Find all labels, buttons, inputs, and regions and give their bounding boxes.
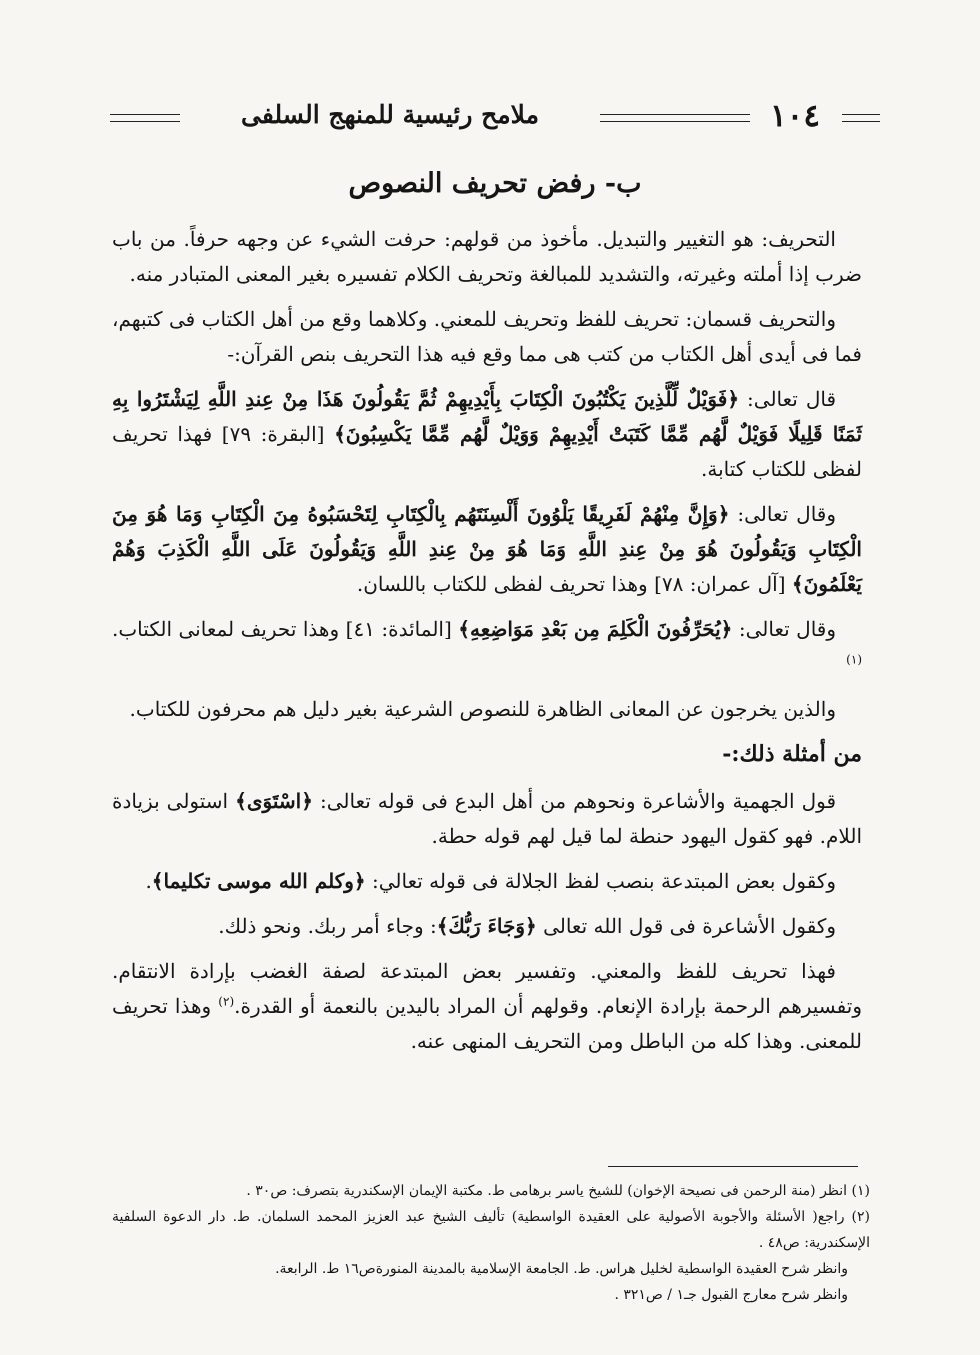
footnote-marker: (٢) — [218, 994, 235, 1009]
footnote-marker: (١) — [846, 652, 862, 667]
verse-reference: [المائدة: ٤١] — [345, 617, 452, 641]
verse-comment: وهذا تحريف لفظى للكتاب باللسان. — [356, 572, 648, 596]
running-header — [110, 98, 880, 142]
paragraph-deviation: والذين يخرجون عن المعانى الظاهرة للنصوص الشرعية بغير دليل هم محرفون للكتاب. — [129, 697, 836, 721]
quran-verse: ﴿يُحَرِّفُونَ الْكَلِمَ مِن بَعْدِ مَوَاضِعِهِ﴾ — [458, 617, 733, 641]
example-text: : وجاء أمر ربك. ونحو ذلك. — [218, 914, 437, 938]
verse-comment: وهذا تحريف لمعانى الكتاب. — [112, 617, 340, 641]
footnote-1: (١) انظر (منة الرحمن فى نصيحة الإخوان) للشيخ ياسر برهامى ط. مكتبة الإيمان الإسكندرية بتصرف: ص٣٠ . — [246, 1183, 870, 1199]
example-text: قول الجهمية والأشاعرة ونحوهم من أهل البدع فى قوله تعالى: — [319, 789, 837, 813]
paragraph-definition: التحريف: هو التغيير والتبديل. مأخوذ من قولهم: حرفت الشيء عن وجهه حرفاً. من باب ضرب إذا أملته وغيرته، والتشديد للمبالغة وتحريف الكلام تفسيره بغير المعنى المتبادر منه. — [112, 227, 862, 286]
paragraph-baqarah — [112, 382, 862, 487]
quran-verse: ﴿وَجَاءَ رَبُّكَ﴾ — [436, 914, 537, 938]
quran-verse: ﴿فَوَيْلٌ لِّلَّذِينَ يَكْتُبُونَ الْكِتَابَ بِأَيْدِيهِمْ ثُمَّ يَقُولُونَ هَذَا مِنْ عِندِ اللَّهِ لِيَشْتَرُوا بِهِ ثَمَنًا قَلِيلًا فَوَيْلٌ لَّهُم مِّمَّا كَتَبَتْ أَيْدِيهِمْ وَوَيْلٌ لَّهُم مِّمَّا يَكْسِبُونَ﴾ — [112, 387, 863, 446]
paragraph-kallama — [112, 864, 862, 899]
example-text: . — [145, 869, 152, 893]
footnote-2-continued: وانظر شرح معارج القبول جـ١ / ص٣٢١ . — [614, 1287, 848, 1303]
paragraph-meaning — [112, 954, 862, 1059]
verse-reference: [البقرة: ٧٩] — [221, 422, 325, 446]
footnote-2: (٢) راجع( الأسئلة والأجوبة الأصولية على العقيدة الواسطية) تأليف الشيخ عبد العزيز المحمد السلمان. ط. دار الدعوة السلفية الإسكندرية: ص٤٨ . — [112, 1209, 870, 1251]
quran-verse: ﴿وَإِنَّ مِنْهُمْ لَفَرِيقًا يَلْوُونَ أَلْسِنَتَهُم بِالْكِتَابِ لِتَحْسَبُوهُ مِنَ الْكِتَابِ وَمَا هُوَ مِنَ الْكِتَابِ وَيَقُولُونَ هُوَ مِنْ عِندِ اللَّهِ وَمَا هُوَ مِنْ عِندِ اللَّهِ وَيَقُولُونَ عَلَى اللَّهِ الْكَذِبَ وَهُمْ يَعْلَمُونَ﴾ — [112, 502, 862, 596]
footnotes — [112, 1178, 870, 1308]
paragraph-maidah — [112, 612, 862, 682]
examples-heading: من أمثلة ذلك:- — [722, 741, 862, 767]
verse-intro: وقال تعالى: — [738, 617, 837, 641]
quran-verse: ﴿اسْتَوَى﴾ — [235, 789, 313, 813]
body-text — [112, 222, 862, 1069]
paragraph-al-imran — [112, 497, 862, 602]
page-number: ١٠٤ — [770, 98, 820, 134]
verse-reference: [آل عمران: ٧٨] — [654, 572, 786, 596]
verse-intro: قال تعالى: — [747, 387, 837, 411]
quran-verse: ﴿وكلم الله موسى تكليما﴾ — [151, 869, 366, 893]
header-rule — [842, 114, 880, 122]
example-text: وهذا تحريف للمعنى. وهذا كله من الباطل ومن التحريف المنهى عنه. — [112, 994, 862, 1053]
example-text: فهذا تحريف للفظ والمعني. وتفسير بعض المبتدعة لصفة الغضب بإرادة الانتقام. وتفسيرهم الرحمة بإرادة الإنعام. وقولهم أن المراد باليدين بالنعمة أو القدرة. — [112, 959, 862, 1018]
footnote-divider — [608, 1166, 858, 1167]
section-heading: ب- رفض تحريف النصوص — [348, 168, 642, 199]
running-title: ملامح رئيسية للمنهج السلفى — [241, 100, 539, 129]
example-text: استولى بزيادة اللام. فهو كقول اليهود حنطة لما قيل لهم قوله حطة. — [112, 789, 862, 848]
footnote-2-continued: وانظر شرح العقيدة الواسطية لخليل هراس. ط. الجامعة الإسلامية بالمدينة المنورةص١٦ ط. الرابعة. — [275, 1261, 848, 1277]
verse-intro: وقال تعالى: — [737, 502, 837, 526]
paragraph-istawa — [112, 784, 862, 854]
paragraph-types: والتحريف قسمان: تحريف للفظ وتحريف للمعني. وكلاهما وقع من أهل الكتاب فى كتبهم، فما فى أيدى أهل الكتاب من كتب هى مما وقع فيه هذا التحريف بنص القرآن:- — [112, 307, 862, 366]
paragraph-jaa — [112, 909, 862, 944]
verse-comment: فهذا تحريف لفظى للكتاب كتابة. — [112, 422, 862, 481]
example-text: وكقول الأشاعرة فى قول الله تعالى — [543, 914, 836, 938]
example-text: وكقول بعض المبتدعة بنصب لفظ الجلالة فى قوله تعالي: — [371, 869, 836, 893]
header-rule — [110, 114, 180, 122]
header-rule — [600, 114, 750, 122]
